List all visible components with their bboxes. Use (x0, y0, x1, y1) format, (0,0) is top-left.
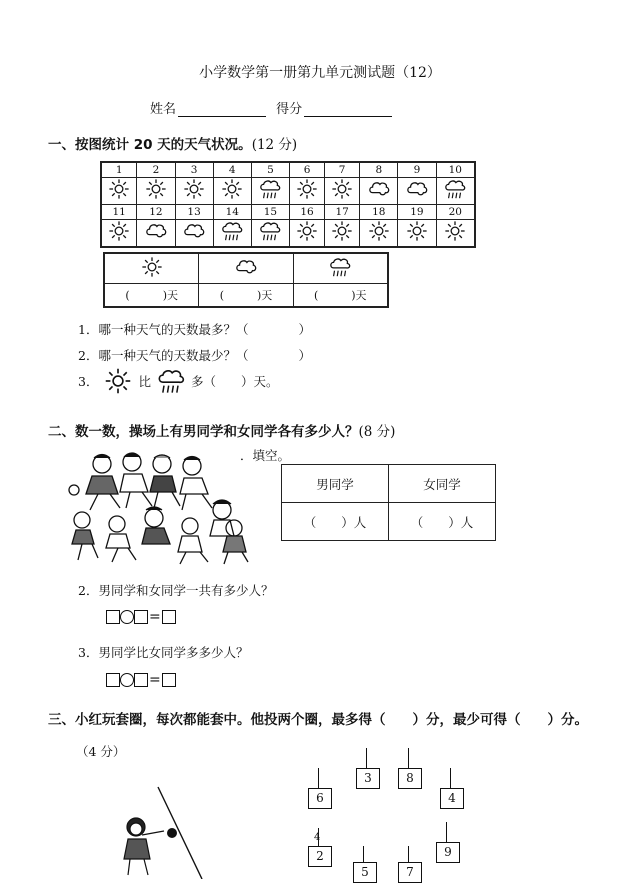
score-blank[interactable] (304, 102, 392, 117)
result-box[interactable] (162, 610, 176, 624)
boys-count-blank[interactable]: （ ）人 (282, 503, 389, 541)
ring-target-3[interactable] (356, 748, 380, 789)
section1-heading-text: 一、按图统计 20 天的天气状况。 (48, 137, 252, 153)
ring-target-8[interactable] (398, 748, 422, 789)
cloud-icon (175, 220, 213, 248)
ring-score: 4 (440, 788, 464, 809)
day-number: 5 (251, 162, 289, 178)
page-title: 小学数学第一册第九单元测试题（12） (199, 65, 441, 81)
number-box[interactable] (106, 610, 120, 624)
tally-cloud-icon (199, 253, 293, 284)
day-number: 12 (137, 205, 175, 220)
sun-icon (325, 220, 360, 248)
sun-icon (213, 178, 251, 205)
children-playground-illustration (62, 448, 252, 566)
q3-mid: 比 (138, 374, 151, 389)
sun-icon (289, 178, 324, 205)
day-number: 14 (213, 205, 251, 220)
ring-target-7[interactable] (398, 846, 422, 883)
sun-icon (436, 220, 475, 248)
tally-rain-icon (293, 253, 388, 284)
cloud-icon (398, 178, 436, 205)
rain-icon (251, 220, 289, 248)
equation-2-3 (106, 669, 176, 688)
ring-score: 3 (356, 768, 380, 789)
day-number: 18 (360, 205, 398, 220)
boys-girls-table (281, 464, 496, 541)
day-number: 7 (325, 162, 360, 178)
ring-score: 9 (436, 842, 460, 863)
name-blank[interactable] (178, 102, 266, 117)
section2-points: (8 分) (358, 424, 396, 440)
day-number: 6 (289, 162, 324, 178)
ring-score: 5 (353, 862, 377, 883)
equals-sign: = (149, 671, 161, 688)
day-number: 17 (325, 205, 360, 220)
girls-count-blank[interactable]: （ ）人 (389, 503, 496, 541)
ring-target-6[interactable] (308, 768, 332, 809)
day-number: 16 (289, 205, 324, 220)
sun-icon (175, 178, 213, 205)
ring-post (408, 748, 409, 768)
section2-heading-text: 二、数一数，操场上有男同学和女同学各有多少人？ (48, 424, 359, 440)
tally-rain-blank[interactable]: ( )天 (293, 284, 388, 308)
tally-sun-icon (104, 253, 199, 284)
day-number: 9 (398, 162, 436, 178)
section2-heading (48, 420, 395, 440)
weather-table (100, 161, 476, 248)
operator-circle[interactable] (120, 673, 134, 687)
sun-icon (325, 178, 360, 205)
day-number: 15 (251, 205, 289, 220)
cloud-icon (360, 178, 398, 205)
stray-mark: 4 (314, 832, 321, 843)
sun-icon (398, 220, 436, 248)
number-box[interactable] (134, 610, 148, 624)
day-number: 20 (436, 205, 475, 220)
rain-icon (436, 178, 475, 205)
ring-score: 2 (308, 846, 332, 867)
number-box[interactable] (134, 673, 148, 687)
sun-icon (360, 220, 398, 248)
ring-post (366, 748, 367, 768)
ring-score: 8 (398, 768, 422, 789)
day-number: 3 (175, 162, 213, 178)
number-box[interactable] (106, 673, 120, 687)
day-number: 19 (398, 205, 436, 220)
ring-score: 7 (398, 862, 422, 883)
girl-throwing-ring-illustration (118, 785, 213, 879)
tally-sun-blank[interactable]: ( )天 (104, 284, 199, 308)
question-1-1: 1．哪一种天气的天数最多？（ ） (78, 322, 311, 337)
cloud-icon (137, 220, 175, 248)
header-girls: 女同学 (389, 465, 496, 503)
day-number: 8 (360, 162, 398, 178)
rain-icon (213, 220, 251, 248)
ring-target-5[interactable] (353, 846, 377, 883)
rain-icon (251, 178, 289, 205)
ring-post (446, 822, 447, 842)
day-number: 10 (436, 162, 475, 178)
equals-sign: = (149, 608, 161, 625)
tally-cloud-blank[interactable]: ( )天 (199, 284, 293, 308)
ring-post (318, 768, 319, 788)
section3-points: （4 分） (76, 744, 126, 759)
sun-icon (101, 178, 137, 205)
ring-target-4[interactable] (440, 768, 464, 809)
equation-2-2 (106, 606, 176, 625)
section1-points: (12 分) (251, 137, 298, 153)
weather-tally-table (103, 252, 389, 308)
ring-score: 6 (308, 788, 332, 809)
section3-heading: 三、小红玩套圈，每次都能套中。他投两个圈，最多得（ ）分，最少可得（ ）分。 (48, 712, 588, 728)
rain-icon (157, 367, 185, 395)
day-number: 13 (175, 205, 213, 220)
sun-icon (104, 367, 132, 395)
day-number: 11 (101, 205, 137, 220)
ring-post (363, 846, 364, 862)
fill-in-label: ．填空。 (240, 448, 291, 463)
q3-suffix: 多（ ）天。 (190, 374, 279, 389)
name-score-line (150, 98, 398, 117)
question-1-2: 2．哪一种天气的天数最少？（ ） (78, 348, 311, 363)
question-2-3: 3．男同学比女同学多多少人？ (78, 645, 249, 660)
ring-post (450, 768, 451, 788)
q3-prefix: 3． (78, 374, 99, 389)
header-boys: 男同学 (282, 465, 389, 503)
day-number: 2 (137, 162, 175, 178)
day-number: 1 (101, 162, 137, 178)
operator-circle[interactable] (120, 610, 134, 624)
ring-post (408, 846, 409, 862)
question-2-2: 2．男同学和女同学一共有多少人？ (78, 583, 274, 598)
sun-icon (101, 220, 137, 248)
sun-icon (137, 178, 175, 205)
score-label: 得分 (276, 102, 303, 117)
ring-target-9[interactable] (436, 822, 460, 863)
day-number: 4 (213, 162, 251, 178)
name-label: 姓名 (150, 102, 177, 117)
question-1-3 (78, 367, 278, 395)
sun-icon (289, 220, 324, 248)
result-box[interactable] (162, 673, 176, 687)
section1-heading (48, 133, 297, 153)
